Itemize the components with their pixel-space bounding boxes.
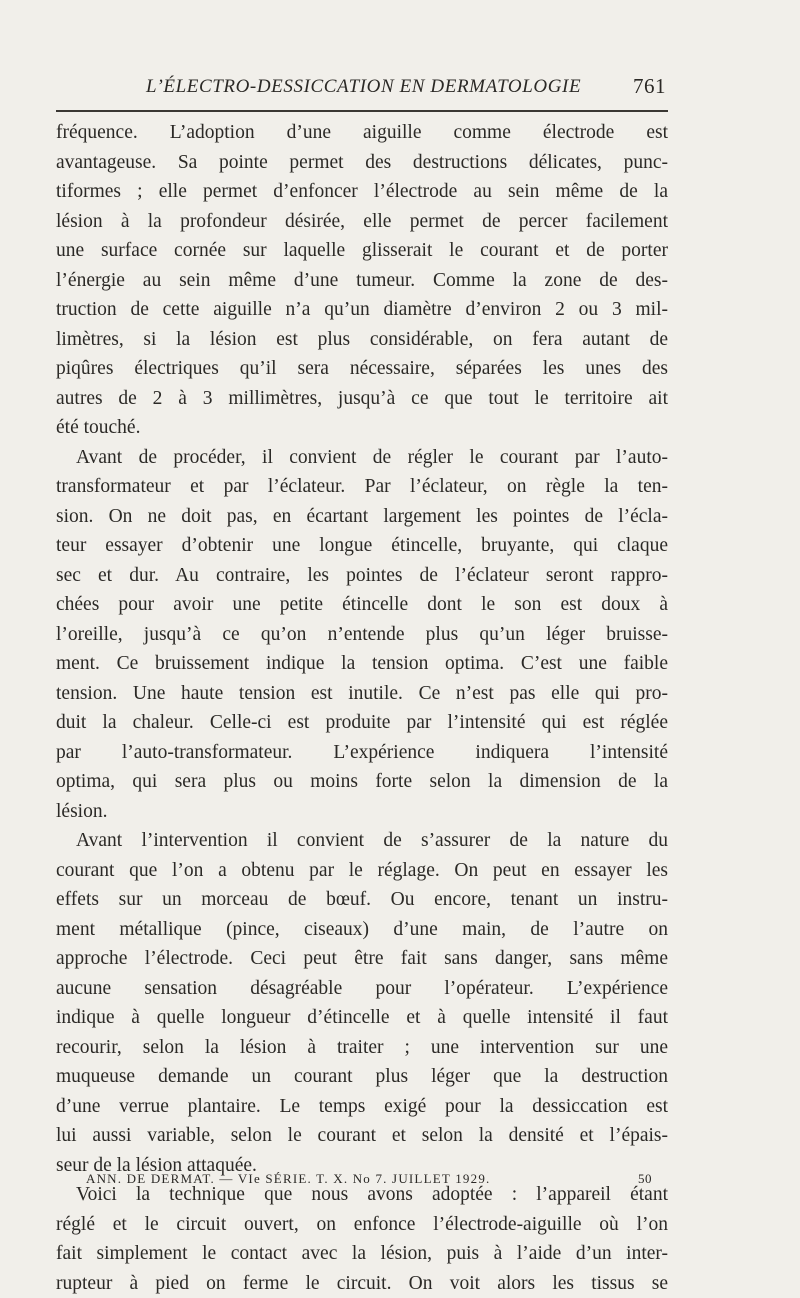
text-line: une surface cornée sur laquelle glisserait le courant et de porter [56,236,668,266]
header-rule [56,110,668,112]
text-line: chées pour avoir une petite étincelle dont le son est doux à [56,590,668,620]
text-line: optima, qui sera plus ou moins forte selon la dimension de la [56,767,668,797]
running-title: L’ÉLECTRO-DESSICCATION EN DERMATOLOGIE [146,76,581,98]
page-footer [86,1171,652,1191]
text-line: teur essayer d’obtenir une longue étincelle, bruyante, qui claque [56,531,668,561]
text-line: approche l’électrode. Ceci peut être fait sans danger, sans même [56,944,668,974]
text-line: réglé et le circuit ouvert, on enfonce l’électrode-aiguille où l’on [56,1210,668,1240]
page-number: 761 [633,74,666,99]
text-line: sion. On ne doit pas, en écartant largement les pointes de l’écla- [56,502,668,532]
text-line: duit la chaleur. Celle-ci est produite par l’intensité qui est réglée [56,708,668,738]
text-line: d’une verrue plantaire. Le temps exigé pour la dessiccation est [56,1092,668,1122]
text-line: été touché. [56,413,668,443]
text-line: courant que l’on a obtenu par le réglage. On peut en essayer les [56,856,668,886]
paragraph-first-line: Voici la technique que nous avons adoptée : l’appareil étant [56,1180,668,1210]
page-header [56,70,668,106]
text-line: aucune sensation désagréable pour l’opérateur. L’expérience [56,974,668,1004]
text-line: truction de cette aiguille n’a qu’un diamètre d’environ 2 ou 3 mil- [56,295,668,325]
text-line: par l’auto-transformateur. L’expérience indiquera l’intensité [56,738,668,768]
text-line: recourir, selon la lésion à traiter ; une intervention sur une [56,1033,668,1063]
paragraph-first-line: Avant l’intervention il convient de s’assurer de la nature du [56,826,668,856]
text-line: ment. Ce bruissement indique la tension optima. C’est une faible [56,649,668,679]
text-line: tiformes ; elle permet d’enfoncer l’électrode au sein même de la [56,177,668,207]
text-line: lésion à la profondeur désirée, elle permet de percer facilement [56,207,668,237]
text-line: limètres, si la lésion est plus considérable, on fera autant de [56,325,668,355]
text-line: autres de 2 à 3 millimètres, jusqu’à ce que tout le territoire ait [56,384,668,414]
text-line: l’énergie au sein même d’une tumeur. Comme la zone de des- [56,266,668,296]
text-line: rupteur à pied on ferme le circuit. On voit alors les tissus se [56,1269,668,1298]
text-line: lui aussi variable, selon le courant et selon la densité et l’épais- [56,1121,668,1151]
journal-citation: ANN. DE DERMAT. — VIe SÉRIE. T. X. No 7. JUILLET 1929. [86,1171,490,1187]
text-line: seur de la lésion attaquée. [56,1151,668,1181]
text-line: lésion. [56,797,668,827]
text-line: muqueuse demande un courant plus léger que la destruction [56,1062,668,1092]
text-line: indique à quelle longueur d’étincelle et à quelle intensité il faut [56,1003,668,1033]
text-line: effets sur un morceau de bœuf. Ou encore, tenant un instru- [56,885,668,915]
body-text [56,118,668,1298]
text-line: piqûres électriques qu’il sera nécessaire, séparées les unes des [56,354,668,384]
text-line: l’oreille, jusqu’à ce qu’on n’entende plus qu’un léger bruisse- [56,620,668,650]
text-line: avantageuse. Sa pointe permet des destructions délicates, punc- [56,148,668,178]
text-line: fait simplement le contact avec la lésion, puis à l’aide d’un inter- [56,1239,668,1269]
text-line: fréquence. L’adoption d’une aiguille comme électrode est [56,118,668,148]
text-line: tension. Une haute tension est inutile. Ce n’est pas elle qui pro- [56,679,668,709]
signature-mark: 50 [638,1171,652,1187]
text-line: ment métallique (pince, ciseaux) d’une main, de l’autre on [56,915,668,945]
paragraph-first-line: Avant de procéder, il convient de régler le courant par l’auto- [56,443,668,473]
text-line: sec et dur. Au contraire, les pointes de l’éclateur seront rappro- [56,561,668,591]
text-line: transformateur et par l’éclateur. Par l’éclateur, on règle la ten- [56,472,668,502]
